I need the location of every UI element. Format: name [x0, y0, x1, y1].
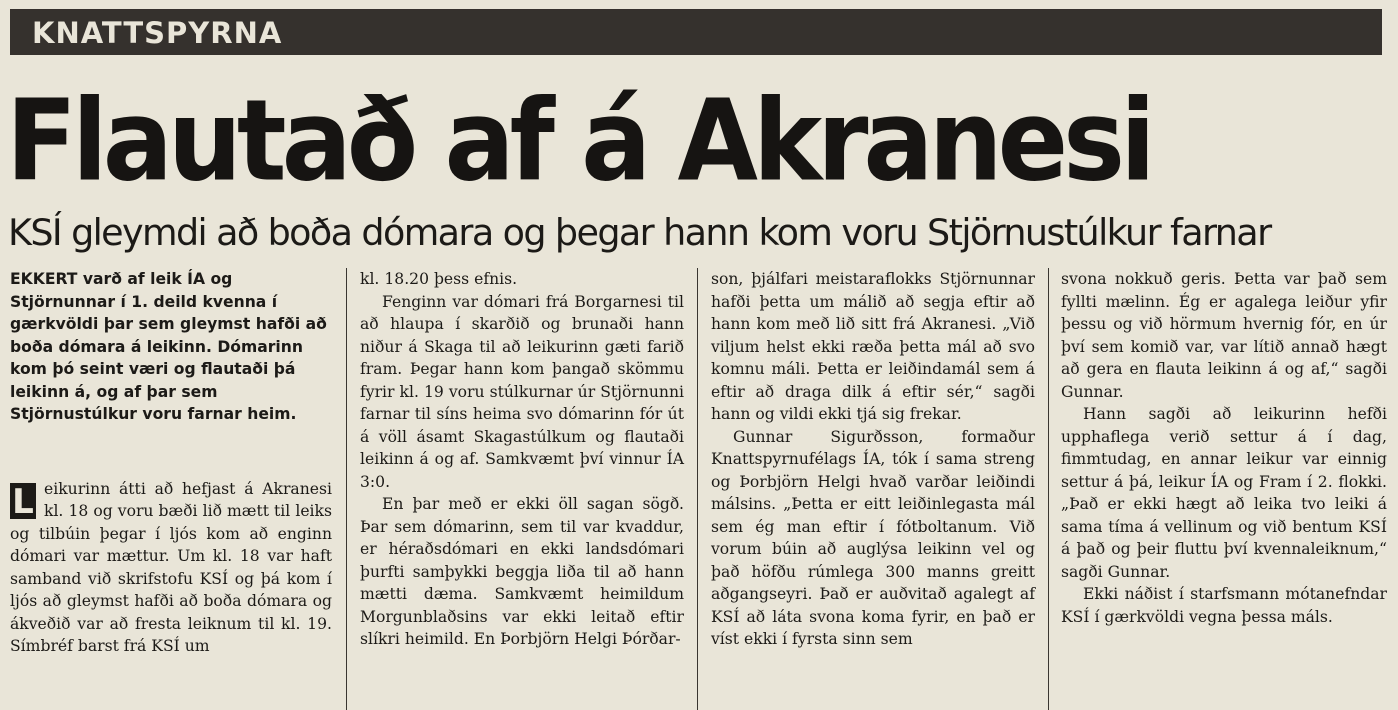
- body-paragraph: svona nokkuð geris. Þetta var það sem fyllti mælinn. Ég er agalega leiður yfir þessu og við hörmum hvernig fór, en úr því sem komið var, var lítið annað hægt að gera en flauta leikinn á og af,“ sagði Gunnar.: [1061, 270, 1387, 401]
- drop-cap: L: [10, 483, 36, 519]
- subheadline: KSÍ gleymdi að boða dómara og þegar hann kom voru Stjörnustúlkur farnar: [8, 211, 1271, 254]
- body-paragraph: [10, 478, 332, 658]
- headline: Flautað af á Akranesi: [6, 74, 1151, 207]
- article-column-2: [360, 268, 684, 651]
- body-paragraph: Gunnar Sigurðsson, formaður Knattspyrnufélags ÍA, tók í sama streng og Þorbjörn Helgi hvað varðar leiðindi málsins. „Þetta er eitt leiðinlegasta mál sem ég man eftir í fótboltanum. Við vorum búin að auglýsa leikinn vel og það höfðu rúmlega 300 manns greitt aðgangseyri. Það er auðvitað agalegt af KSÍ að láta svona koma fyrir, en það er víst ekki í fyrsta sinn sem: [711, 427, 1035, 648]
- body-text: eikurinn átti að hefjast á Akranesi kl. 18 og voru bæði lið mætt til leiks og tilbúin þegar í ljós kom að enginn dómari var mættur. Um kl. 18 var haft samband við skrifstofu KSÍ og þá kom í ljós að gleymst hafði að boða dómara og ákveðið var að fresta leiknum til kl. 19. Símbréf barst frá KSÍ um: [10, 479, 332, 655]
- body-paragraph: Fenginn var dómari frá Borgarnesi til að hlaupa í skarðið og brunaði hann niður á Skaga til að leikurinn gæti farið fram. Þegar hann kom þangað skömmu fyrir kl. 19 voru stúlkurnar úr Stjörnunni farnar til síns heima svo dómarinn fór út á völl ásamt Skagastúlkum og flautaði leikinn á og af. Samkvæmt því vinnur ÍA 3:0.: [360, 292, 684, 491]
- column-rule: [697, 268, 698, 710]
- lead-paragraph: EKKERT varð af leik ÍA og Stjörnunnar í 1. deild kvenna í gærkvöldi þar sem gleymst hafði að boða dómara á leikinn. Dómarinn kom þó seint væri og flautaði þá leikinn á, og af þar sem Stjörnustúlkur voru farnar heim.: [10, 270, 327, 423]
- column-rule: [1048, 268, 1049, 710]
- body-paragraph: Hann sagði að leikurinn hefði upphaflega verið settur á í dag, fimmtudag, en annar leikur var einnig settur á þá, leikur ÍA og Fram í 2. flokki. „Það er ekki hægt að leika tvo leiki á sama tíma á vellinum og við bentum KSÍ á það og þeir fluttu því kvennaleiknum,“ sagði Gunnar.: [1061, 405, 1387, 581]
- section-label: KNATTSPYRNA: [32, 16, 283, 50]
- body-paragraph: Ekki náðist í starfsmann mótanefndar KSÍ í gærkvöldi vegna þessa máls.: [1061, 585, 1387, 626]
- body-paragraph: son, þjálfari meistaraflokks Stjörnunnar hafði þetta um málið að segja eftir að hann kom með lið sitt frá Akranesi. „Við viljum helst ekki ræða þetta mál að svo komnu máli. Þetta er leiðindamál sem á eftir að draga dilk á eftir sér,“ sagði hann og vildi ekki tjá sig frekar.: [711, 270, 1035, 423]
- column-rule: [346, 268, 347, 710]
- body-paragraph: kl. 18.20 þess efnis.: [360, 270, 518, 288]
- article-column-1: [10, 268, 332, 658]
- article-column-3: [711, 268, 1035, 651]
- article-column-4: [1061, 268, 1387, 628]
- body-paragraph: En þar með er ekki öll sagan sögð. Þar sem dómarinn, sem til var kvaddur, er héraðsdómari en ekki landsdómari þurfti samþykki beggja liða til að hann mætti dæma. Samkvæmt heimildum Morgunblaðsins var ekki leitað eftir slíkri heimild. En Þorbjörn Helgi Þórðar-: [360, 495, 684, 648]
